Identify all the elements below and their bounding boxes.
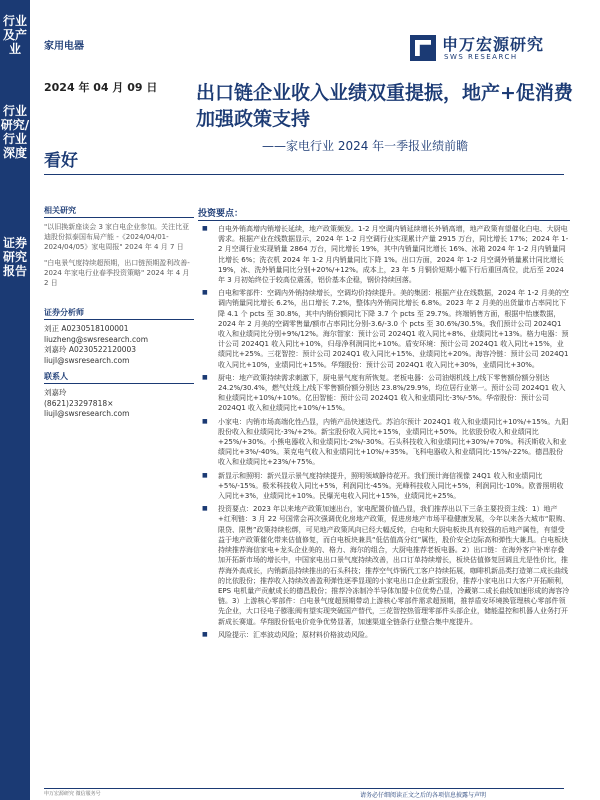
- analyst-heading: 证券分析师: [44, 308, 194, 320]
- sidebar: [0, 0, 30, 800]
- sidebar-label-industry: 行业及产业: [2, 14, 27, 56]
- sidebar-label-research: 证券研究报告: [2, 236, 27, 278]
- report-title: 出口链企业收入业绩双重提振，地产+促消费加强政策支持: [196, 82, 573, 130]
- key-point-item: ■ 白电外销高增内销增长延续，地产政策频发。1-2 月空调内销延续增长外销高增，地产政策有望催化白电、大厨电需求。根据产业在线数据显示，2024 年 1-2 月空调行业实现累计产量 2915 万台，同比增长 17%；2024 年 1-2 月空调行业实现销量 2864 万台，同比增长 19%，其中内销量同比增长 16%、冰箱 2024 年 1-2 月内销量同比增长 6%；洗衣机 2024 年 1-2 月内销量同比下降 1%。出口方面，2024 年 1-2 月空调外销量累计同比增长 19%，冰、洗外销量同比分别+20%/+12%。成本上，23 年 5 月铜价短期小幅下行后重回高位，此后至 2024 年 3 月初始终位于较高位震荡，铝价基本企稳，钢价持续回落。: [198, 224, 570, 285]
- left-column: [44, 206, 194, 420]
- rating: 看好: [44, 151, 78, 171]
- key-point-item: ■ 白电和零部件：空调内外销持续增长，空调均价持续提升。美的集团：根据产业在线数据，2024 年 1-2 月美的空调内销量同比增长 6.2%，出口增长 7.2%，整体内外销同比增长 6.8%。2023 年 2 月美的出货量市占率同比下降 4.1 个 pcts 至 30.8%，其中内销份额同比下降 3.7 个 pcts 至 29.7%。终端销售方面，根据中怡康数据，2024 年 2 月美的空调零售量/额市占率同比分别-3.6/-3.0 个 pcts 至 30.6%/30.5%。我们预计公司 2024Q1 收入和业绩同比分别+9%/12%。海尔智家：预计公司 2024Q1 收入同比+8%、业绩同比+13%。格力电器：预计公司 2024Q1 收入同比+10%，归母净利润同比+10%。盾安环境：预计公司 2024Q1 收入同比+15%，业绩同比+25%。三花智控：预计公司 2024Q1 收入同比+15%、业绩同比+20%。海容冷链：预计公司 2024Q1 收入同比+10%，业绩同比+15%。华翔股份：预计公司 2024Q1 收入同比+30%，业绩同比+30%。: [198, 288, 570, 370]
- sidebar-label-report-type: 行业研究/行业深度: [0, 104, 30, 160]
- logo-mark-icon: [410, 35, 436, 61]
- report-subtitle: ——家电行业 2024 年一季报业绩前瞻: [262, 139, 469, 153]
- industry-category: 家用电器: [44, 41, 84, 52]
- analyst-line: liuzheng@swsresearch.com: [44, 334, 149, 344]
- contact-line: 刘嘉玲: [44, 388, 67, 397]
- company-logo: [410, 32, 560, 68]
- report-date: 2024 年 04 月 09 日: [44, 81, 158, 94]
- key-points-heading: 投资要点：: [198, 206, 570, 221]
- footer-left-text: 申万宏源研究 微信服务号: [44, 791, 101, 797]
- related-research-heading: 相关研究: [44, 206, 194, 218]
- key-point-item: ■ 小家电：内销市场高端化性凸显，内销产品快速迭代。苏泊尔预计 2024Q1 收入和业绩同比+10%/+15%。九阳股份收入和业绩同比-3%/+2%。新宝股份收入同比+15%，业绩同比+50%。比依股份收入和业绩同比+25%/+30%。小熊电器收入和业绩同比-2%/-30%。石头科技收入和业绩同比+30%/+70%。科沃斯收入和业绩同比+3%/-40%。莱克电气收入和业绩同比+10%/+35%。飞科电器收入和业绩同比-15%/-22%。德昌股份收入和业绩同比+23%/+75%。: [198, 417, 570, 468]
- contact-heading: 联系人: [44, 372, 194, 384]
- header-divider: [44, 174, 564, 175]
- related-item: "白电景气度持续超预期，出口链预期盈利改善- 2024 年家电行业春季投资策略" 2024 年 4 月 2 日: [44, 259, 190, 287]
- footer-divider: [44, 788, 564, 789]
- analyst-line: 刘嘉玲 A0230522120003: [44, 345, 137, 354]
- key-point-item: ■ 投资要点：2023 年以来地产政策加速出台，家电配置价值凸显，我们推荐出以下三条主要投资主线：1）地产+红利链：3 月 22 号国常会再次强调优化房地产政策，促进房地产市场平稳健康发展，今年以来各大城市“限购、限贷、限售”政策持续松绑，可见地产政策风向已经大幅反转，白电和大厨电板块具有较强的后地产属性，有望受益于地产政策催化带来估值修复，而白电板块兼具“低估值高分红”属性，股价安全边际高和弹性大兼具。白电板块持续推荐海信家电+龙头企业美的、格力、海尔的组合，大厨电推荐老板电器。2）出口链：在海外客户补库存叠加开拓新市场的增长中，中国家电出口景气度持续改善，出口订单持续增长，板块估值修复回调且尤是性价比，推荐海外高成长，内销新品持续推出的石头科技；推荐空气炸锅代工客户持续拓展，咖啡机新品类打造第二成长曲线的比依股份；推荐收入持续改善盈利弹性逐季显现的小家电出口企业新宝股份，推荐小家电出口大客户开拓顺利，EPS 电机量产贡献成长的德昌股份；推荐冷冻制冷半导体加盟卡位优势凸显，冷藏第二成长曲线加速形成的海容冷链。3）上游核心零部件：白电景气度超预期带动上游核心零部件需求超预期，推荐盾安环境换管理核心零部件领先企业，大口径电子膨胀阀有望实现突破国产替代，三花智控热管理零部件头部企业，储能温控和机器人业务打开新成长赛道。华翔股份低电价竞争优势显著，加速渠道全链条行业整合集中度提升。: [198, 504, 570, 626]
- analyst-line: liujl@swsresearch.com: [44, 355, 130, 365]
- main-content: [198, 206, 570, 643]
- related-item: "以旧换新座谈会 3 家白电企业参加。关注比亚迪股份拟泰国布局产能 -《2024/04/01-2024/04/05》家电周报" 2024 年 4 月 7 日: [44, 223, 190, 251]
- contact-line: liujl@swsresearch.com: [44, 409, 130, 418]
- key-point-item: ■ 厨电：地产政策持续需求刺激下，厨电景气度有所恢复。老板电器：公司油烟机线上/线下零售额份额分别达 24.2%/30.4%，燃气灶线上/线下零售额份额分别达 23.8%/29.9%，均位居行业第一。预计公司 2024Q1 收入和业绩同比+10%/+10%。亿田智能：预计公司 2024Q1 收入和业绩同比-3%/-5%。华帝股份：预计公司 2024Q1 收入和业绩同比+10%/+15%。: [198, 373, 570, 414]
- logo-text-en: SWS RESEARCH: [444, 53, 518, 61]
- analyst-line: 刘正 A0230518100001: [44, 324, 129, 333]
- logo-text-cn: 申万宏源研究: [442, 35, 545, 54]
- key-point-item: ■ 新显示和照明：新兴显示景气度持续提升，照明领域静待花开。我们预计海信视像 24Q1 收入和业绩同比+5%/-15%。极米科技收入同比+5%，利润同比-45%。光峰科技收入同比+5%，利润同比-10%。欧普照明收入同比+3%，业绩同比+10%。民爆光电收入同比+15%，业绩同比+25%。: [198, 471, 570, 502]
- disclaimer-notice: 请务必仔细阅读正文之后的各项信息披露与声明: [360, 792, 487, 799]
- key-point-item: ■ 风险提示：汇率波动风险；原材料价格波动风险。: [198, 630, 570, 640]
- contact-line: (8621)23297818×: [44, 398, 114, 408]
